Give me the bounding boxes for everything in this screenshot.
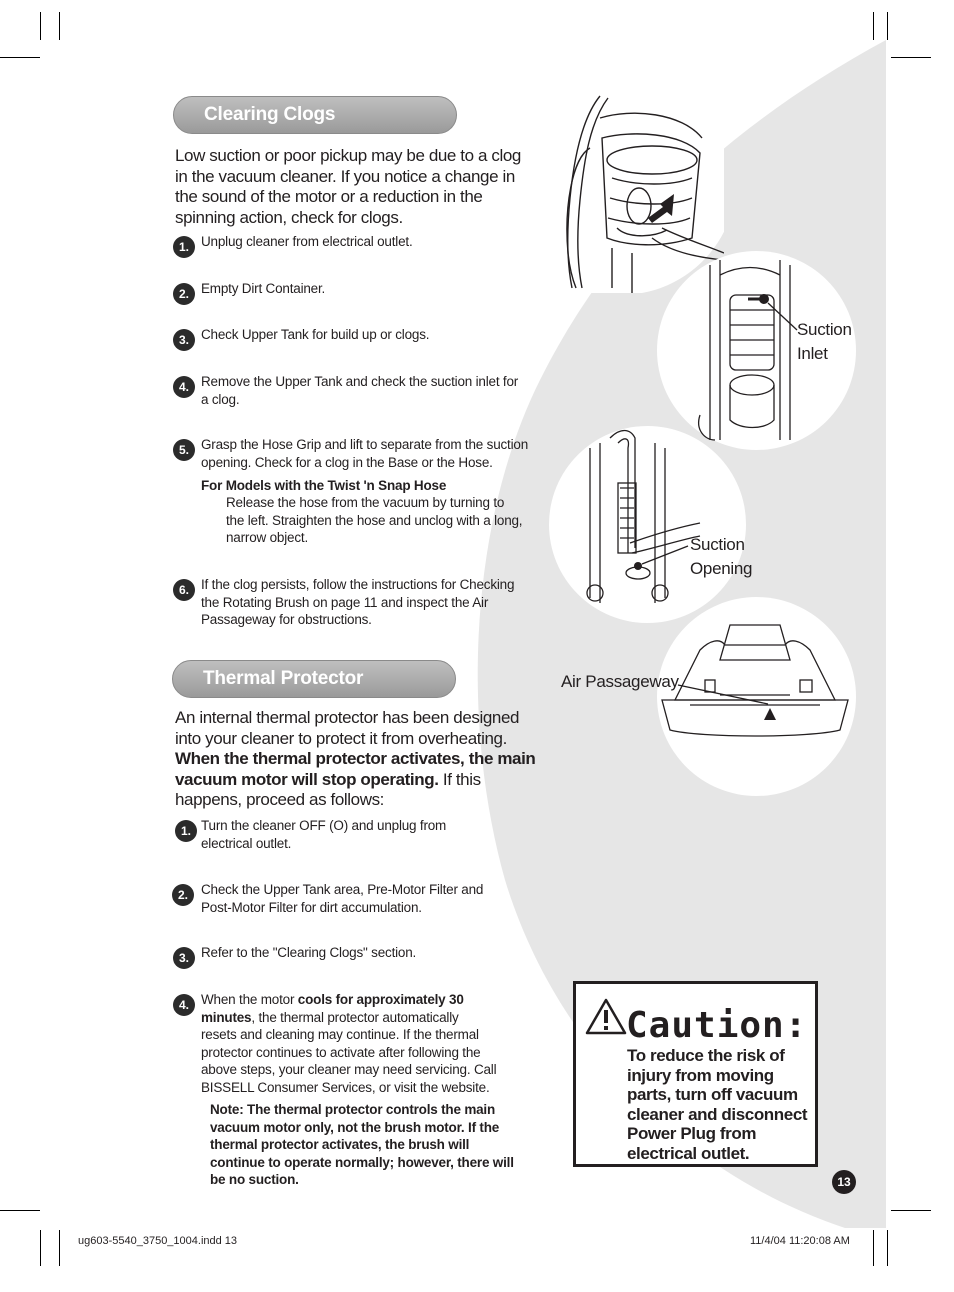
step-text: When the motor cools for approximately 30 minutes, the thermal protector automatically resets and cleaning may continue. If the thermal protector continues to activate after following the above steps, your cleaner may need servicing. Call BISSELL Consumer Services, or visit the website. (201, 992, 497, 1095)
clearing-clogs-heading (173, 96, 457, 134)
thermal-intro: An internal thermal protector has been designed into your cleaner to protect it from overheating. When the thermal protector activates, the main vacuum motor will stop operating. If this happens, proceed as follows: (175, 708, 536, 809)
air-passageway-illustration (660, 620, 850, 750)
step-text: Grasp the Hose Grip and lift to separate from the suction opening. Check for a clog in the Base or the Hose. (201, 437, 529, 470)
suction-opening-label: Suction Opening (690, 535, 753, 578)
caution-title: Caution: (626, 1005, 808, 1046)
step-number: 5. (173, 439, 195, 461)
step-text: Unplug cleaner from electrical outlet. (201, 234, 413, 249)
suction-opening-illustration (580, 428, 710, 608)
step-number: 3. (173, 329, 195, 351)
clearing-clogs-intro: Low suction or poor pickup may be due to a clog in the vacuum cleaner. If you notice a change in the sound of the motor or a reduction in the spinning action, check for clogs. (175, 146, 521, 227)
twist-snap-text: Release the hose from the vacuum by turning to the left. Straighten the hose and unclog with a long, narrow object. (226, 495, 523, 545)
step-number: 4. (173, 994, 195, 1016)
caution-text: To reduce the risk of injury from moving parts, turn off vacuum cleaner and disconnect Power Plug from electrical outlet. (627, 1046, 808, 1163)
air-passageway-label: Air Passageway (561, 672, 679, 691)
step-number: 2. (173, 283, 195, 305)
suction-inlet-label: Suction Inlet (797, 320, 852, 363)
caution-box (573, 981, 818, 1167)
step-number: 4. (173, 376, 195, 398)
step-number: 6. (173, 579, 195, 601)
step-number: 1. (175, 820, 197, 842)
footer-timestamp: 11/4/04 11:20:08 AM (750, 1235, 850, 1247)
step-text: Turn the cleaner OFF (O) and unplug from electrical outlet. (201, 818, 447, 851)
step-text: Empty Dirt Container. (201, 281, 326, 296)
step-text: Refer to the "Clearing Clogs" section. (201, 945, 417, 960)
suction-inlet-illustration (690, 255, 810, 445)
twist-snap-heading: For Models with the Twist 'n Snap Hose (201, 478, 447, 493)
footer-filename: ug603-5540_3750_1004.indd 13 (78, 1235, 238, 1247)
section-title: Thermal Protector (203, 668, 364, 689)
warning-icon (585, 998, 627, 1036)
thermal-protector-heading (172, 660, 456, 698)
step-number: 3. (173, 947, 195, 969)
step-number: 2. (172, 884, 194, 906)
step-text: Remove the Upper Tank and check the suction inlet for a clog. (201, 374, 519, 407)
thermal-note: Note: The thermal protector controls the main vacuum motor only, not the brush motor. If the thermal protector activates, the brush will continue to operate normally; however, there will be no suction. (210, 1102, 514, 1187)
section-title: Clearing Clogs (204, 104, 336, 125)
step-text: Check Upper Tank for build up or clogs. (201, 327, 430, 342)
page-number: 13 (832, 1170, 856, 1194)
step-text: If the clog persists, follow the instructions for Checking the Rotating Brush on page 11 and inspect the Air Passageway for obstructions. (201, 577, 515, 627)
step-text: Check the Upper Tank area, Pre-Motor Filter and Post-Motor Filter for dirt accumulation. (201, 882, 484, 915)
step-number: 1. (173, 236, 195, 258)
